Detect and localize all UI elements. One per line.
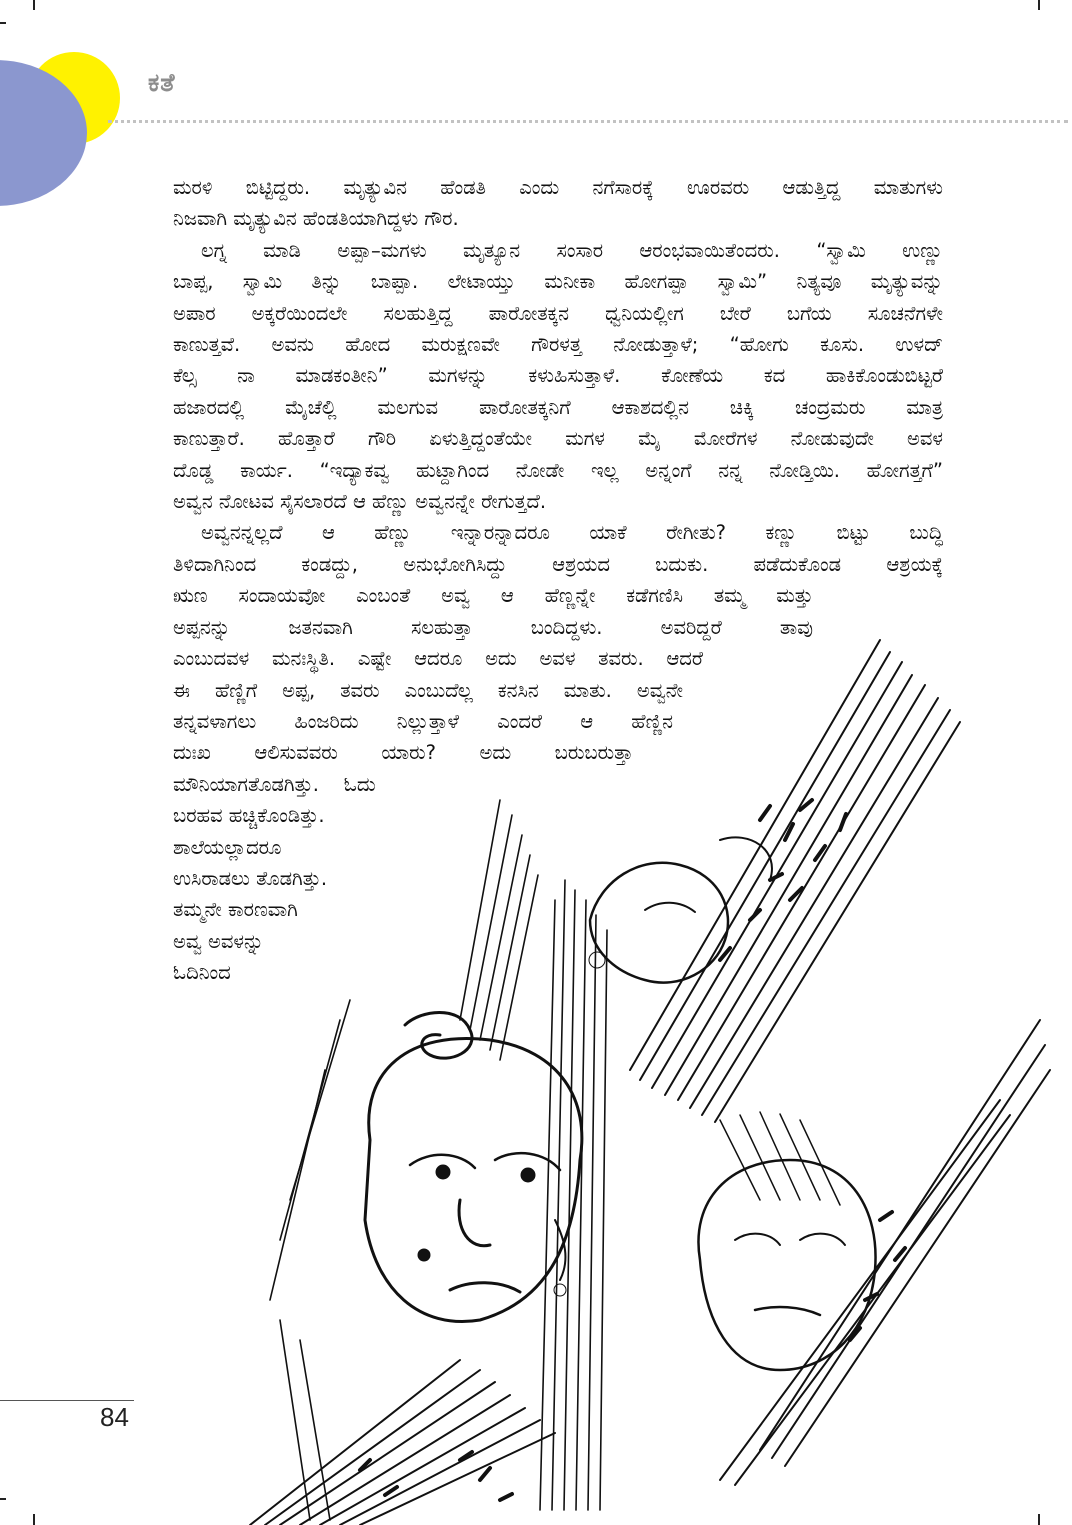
text-line: ಅವ್ವನ ನೋಟವ ಸೈಸಲಾರದೆ ಆ ಹೆಣ್ಣು ಅವ್ವನನ್ನೇ ರೇಗುತ್ತದೆ. <box>173 490 547 514</box>
crop-mark <box>0 1498 6 1500</box>
crop-mark <box>1038 0 1040 10</box>
text-line: ತಿಳಿದಾಗಿನಿಂದ ಕಂಡದ್ದು, ಅನುಭೋಗಿಸಿದ್ದು ಆಶ್ರಯದ ಬದುಕು. ಪಡೆದುಕೊಂಡ ಆಶ್ರಯಕ್ಕೆ <box>173 552 943 576</box>
text-line: ಕಾಣುತ್ತಾರೆ. ಹೊತ್ತಾರೆ ಗೌರಿ ಏಳುತ್ತಿದ್ದಂತೆಯೇ ಮಗಳ ಮೈ ಮೋರೆಗಳ ನೋಡುವುದೇ ಅವಳ <box>173 427 943 451</box>
crop-mark <box>0 22 6 24</box>
text-line: ತಮ್ಮನೇ ಕಾರಣವಾಗಿ <box>173 898 298 922</box>
text-line: ಅಪ್ಪನನ್ನು ಜತನವಾಗಿ ಸಲಹುತ್ತಾ ಬಂದಿದ್ದಳು. ಅವರಿದ್ದರೆ ತಾವು <box>173 615 813 639</box>
text-line: ಕೆಲ್ಸ ನಾ ಮಾಡಕಂತೀನಿ” ಮಗಳನ್ನು ಕಳುಹಿಸುತ್ತಾಳೆ. ಕೋಣೆಯ ಕದ ಹಾಕಿಕೊಂಡುಬಿಟ್ಟರೆ <box>173 364 943 388</box>
text-line: ಅವ್ವ ಅವಳನ್ನು <box>173 929 264 953</box>
text-line: ನಿಜವಾಗಿ ಮೃತ್ಯುವಿನ ಹೆಂಡತಿಯಾಗಿದ್ದಳು ಗೌರ. <box>173 207 459 231</box>
text-line: ಅವ್ವನನ್ನಲ್ಲದೆ ಆ ಹೆಣ್ಣು ಇನ್ನಾರನ್ನಾದರೂ ಯಾಕೆ ರೇಗೀತು? ಕಣ್ಣು ಬಿಟ್ಟು ಬುದ್ಧಿ <box>201 521 943 545</box>
crop-mark <box>33 1514 35 1525</box>
text-line: ಬಾಪ್ಪ, ಸ್ವಾಮಿ ತಿನ್ನು ಬಾಪ್ಪಾ. ಲೇಟಾಯ್ತು ಮನೀಕಾ ಹೋಗಪ್ಪಾ ಸ್ವಾಮಿ” ನಿತ್ಯವೂ ಮೃತ್ಯುವನ್ನು <box>173 270 943 294</box>
crop-mark <box>33 0 35 10</box>
text-line: ಅಪಾರ ಅಕ್ಕರೆಯಿಂದಲೇ ಸಲಹುತ್ತಿದ್ದ ಪಾರೋತಕ್ಕನ ಧ್ವನಿಯಲ್ಲೀಗ ಬೇರೆ ಬಗೆಯ ಸೂಚನೆಗಳೇ <box>173 301 943 325</box>
text-line: ಲಗ್ನ ಮಾಡಿ ಅಪ್ಪಾ–ಮಗಳು ಮೃತ್ಯೂನ ಸಂಸಾರ ಆರಂಭವಾಯಿತೆಂದರು. “ಸ್ವಾಮಿ ಉಣ್ಣು <box>201 238 943 262</box>
text-line: ಹಜಾರದಲ್ಲಿ ಮೈಚೆಲ್ಲಿ ಮಲಗುವ ಪಾರೋತಕ್ಕನಿಗೆ ಆಕಾಶದಲ್ಲಿನ ಚಿಕ್ಕಿ ಚಂದ್ರಮರು ಮಾತ್ರ <box>173 395 943 419</box>
text-line: ದುಃಖ ಆಲಿಸುವವರು ಯಾರು? ಅದು ಬರುಬರುತ್ತಾ <box>173 741 633 765</box>
text-line: ಎಂಬುದವಳ ಮನಃಸ್ಥಿತಿ. ಎಷ್ಟೇ ಆದರೂ ಅದು ಅವಳ ತವರು. ಆದರೆ <box>173 647 703 671</box>
text-line: ಶಾಲೆಯಲ್ಲಾದರೂ <box>173 835 282 859</box>
text-line: ತನ್ನವಳಾಗಲು ಹಿಂಜರಿದು ನಿಲ್ಲುತ್ತಾಳೆ ಎಂದರೆ ಆ ಹೆಣ್ಣಿನ <box>173 709 673 733</box>
text-line: ಮರಳಿ ಬಿಟ್ಟಿದ್ದರು. ಮೃತ್ಯುವಿನ ಹೆಂಡತಿ ಎಂದು ನಗೆಸಾರಕ್ಕೆ ಊರವರು ಆಡುತ್ತಿದ್ದ ಮಾತುಗಳು <box>173 176 943 199</box>
text-line: ದೊಡ್ಡ ಕಾರ್ಯ. “ಇದ್ಯಾಕವ್ವ ಹುಟ್ದಾಗಿಂದ ನೋಡೇ ಇಲ್ಲ ಅನ್ನಂಗೆ ನನ್ನ ನೋಡ್ತಿಯಿ. ಹೋಗತ್ತಗೆ” <box>173 458 943 482</box>
text-line: ಕಾಣುತ್ತವೆ. ಅವನು ಹೋದ ಮರುಕ್ಷಣವೇ ಗೌರಳತ್ತ ನೋಡುತ್ತಾಳೆ; “ಹೋಗು ಕೂಸು. ಉಳದ್ <box>173 333 943 357</box>
text-line: ಬರಹವ ಹಚ್ಚಿಕೊಂಡಿತ್ತು. <box>173 804 325 828</box>
text-line: ಈ ಹೆಣ್ಣಿಗೆ ಅಪ್ಪ, ತವರು ಎಂಬುದೆಲ್ಲ ಕನಸಿನ ಮಾತು. ಅವ್ವನೇ <box>173 678 683 702</box>
page-number: 84 <box>100 1402 129 1432</box>
page-number-rule <box>0 1400 134 1401</box>
text-line: ಓದಿನಿಂದ <box>173 961 231 985</box>
text-line: ಮೌನಿಯಾಗತೊಡಗಿತ್ತು. ಓದು <box>173 772 376 796</box>
section-label: ಕತೆ <box>148 68 176 97</box>
text-line: ಉಸಿರಾಡಲು ತೊಡಗಿತ್ತು. <box>173 866 328 890</box>
story-body <box>173 172 943 989</box>
text-line: ಋಣ ಸಂದಾಯವೋ ಎಂಬಂತೆ ಅವ್ವ ಆ ಹೆಣ್ಣನ್ನೇ ಕಡೆಗಣಿಸಿ ತಮ್ಮ ಮತ್ತು <box>173 584 813 608</box>
header-dotted-rule <box>108 120 1068 123</box>
